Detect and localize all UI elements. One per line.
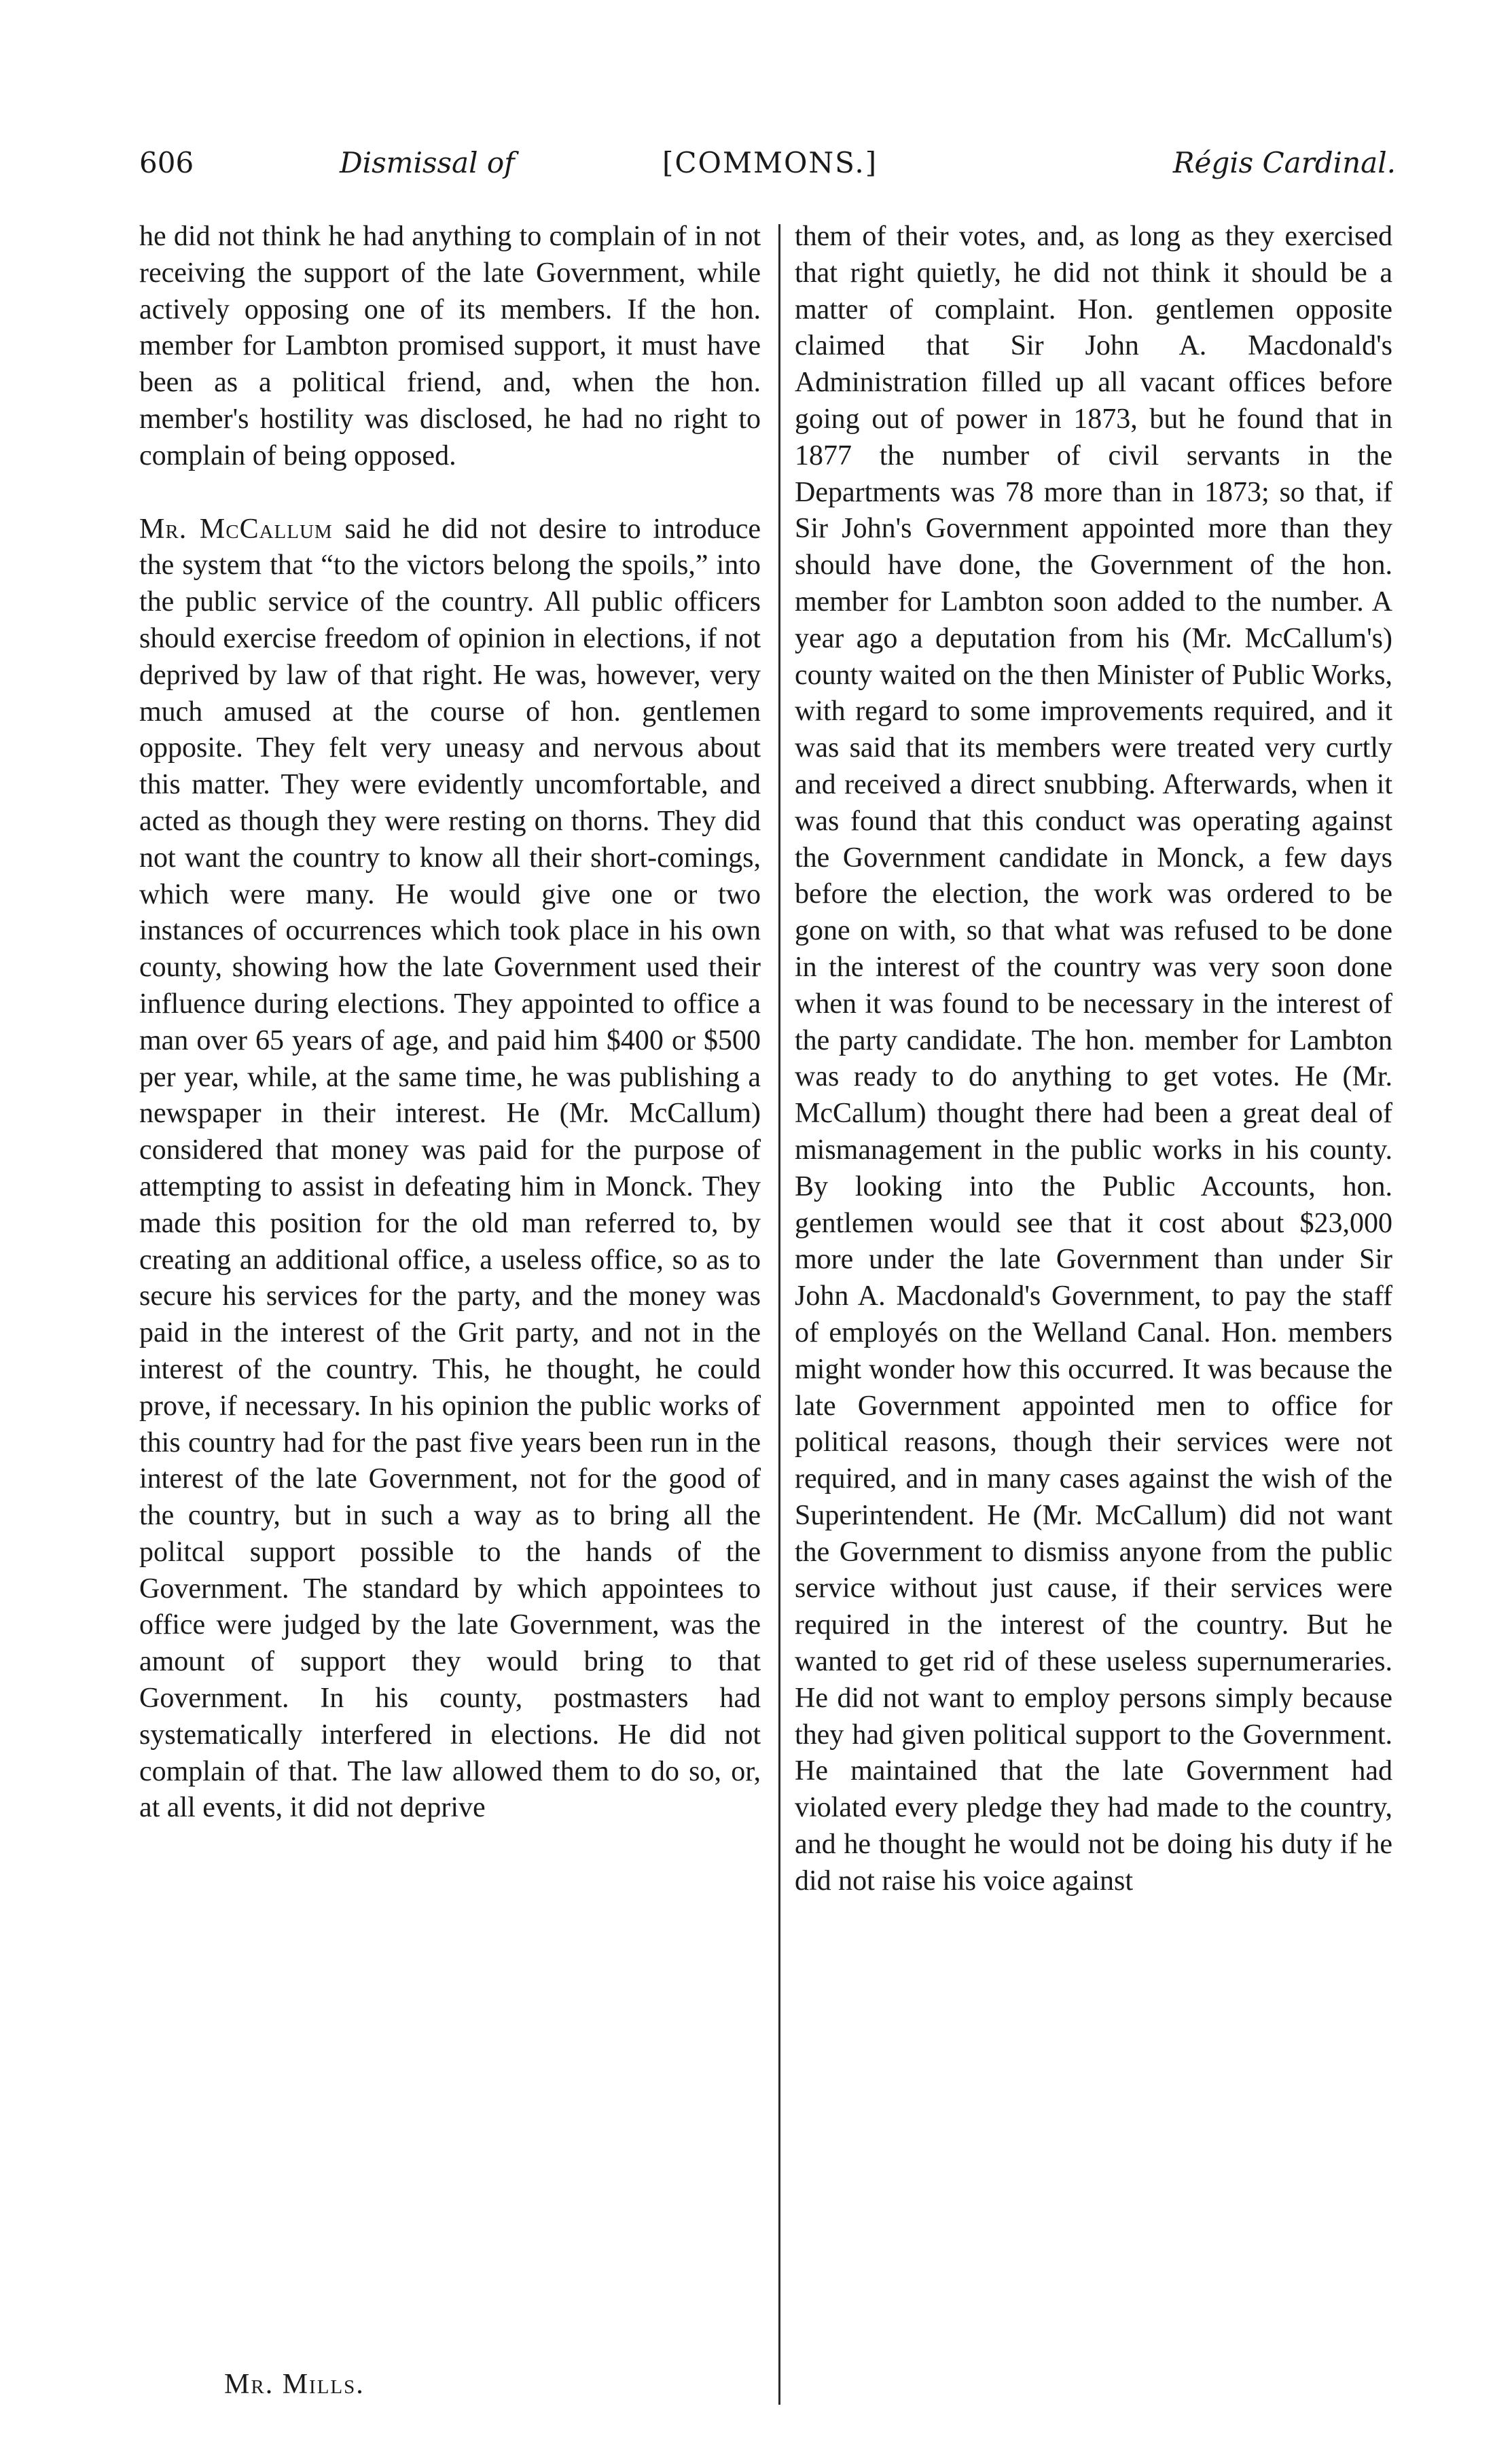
page-number: 606 [139, 146, 194, 179]
right-column [795, 219, 1392, 1900]
running-header [139, 139, 1396, 187]
paragraph-continuation: he did not think he had anything to complain of in not receiving the support of the late Government, while actively opposing one of its members. If the hon. member for Lambton promised support, it must have been as a political friend, and, when the hon. member's hostility was disclosed, he had no right to complain of being opposed. [139, 221, 761, 471]
header-center-title: [COMMONS.] [662, 146, 878, 179]
next-speaker-catchword: Mr. Mills. [224, 2369, 365, 2400]
header-left-title: Dismissal of [340, 146, 515, 179]
header-right-title: Régis Cardinal. [1172, 146, 1396, 179]
paragraph-gap [139, 475, 761, 512]
paragraph-mccallum [139, 512, 761, 1827]
left-column [139, 219, 761, 1827]
column-divider [778, 224, 780, 2405]
paragraph-continued: them of their votes, and, as long as they exercised that right quietly, he did not think it should be a matter of complaint. Hon. gentlemen opposite claimed that Sir John A. Macdonald's Administration filled up all vacant offices before going out of power in 1873, but he found that in 1877 the number of civil servants in the Departments was 78 more than in 1873; so that, if Sir John's Government appointed more than they should have done, the Government of the hon. member for Lambton soon added to the number. A year ago a deputation from his (Mr. McCallum's) county waited on the then Minister of Public Works, with regard to some improvements required, and it was said that its members were treated very curtly and received a direct snubbing. Afterwards, when it was found that this conduct was operating against the Government candidate in Monck, a few days before the election, the work was ordered to be gone on with, so that what was refused to be done in the interest of the country was very soon done when it was found to be necessary in the interest of the party candidate. The hon. member for Lambton was ready to do anything to get votes. He (Mr. McCallum) thought there had been a great deal of mismanagement in the public works in his county. By looking into the Public Accounts, hon. gentlemen would see that it cost about $23,000 more under the late Government than under Sir John A. Macdonald's Government, to pay the staff of employés on the Welland Canal. Hon. members might wonder how this occurred. It was because the late Government appointed men to office for political reasons, though their services were not required, and in many cases against the wish of the Superintendent. He (Mr. McCallum) did not want the Government to dismiss anyone from the public service without just cause, if their services were required in the interest of the country. But he wanted to get rid of these useless supernumeraries. He did not want to employ persons simply because they had given political support to the Government. He maintained that the late Government had violated every pledge they had made to the country, and he thought he would not be doing his duty if he did not raise his voice against [795, 221, 1392, 1897]
speech-text: said he did not desire to introduce the system that “to the victors belong the spoils,” into the public service of the country. All public officers should exercise freedom of opinion in elections, if not deprived by law of that right. He was, however, very much amused at the course of hon. gentlemen opposite. They felt very uneasy and nervous about this matter. They were evidently uncomfortable, and acted as though they were resting on thorns. They did not want the country to know all their short-comings, which were many. He would give one or two instances of occurrences which took place in his own county, showing how the late Government used their influence during elections. They appointed to office a man over 65 years of age, and paid him $400 or $500 per year, while, at the same time, he was publishing a newspaper in their interest. He (Mr. McCallum) considered that money was paid for the purpose of attempting to assist in defeating him in Monck. They made this position for the old man referred to, by creating an additional office, a useless office, so as to secure his services for the party, and the money was paid in the interest of the Grit party, and not in the interest of the country. This, he thought, he could prove, if necessary. In his opinion the public works of this country had for the past five years been run in the interest of the late Government, not for the good of the country, but in such a way as to bring all the politcal support possible to the hands of the Government. The standard by which appointees to office were judged by the late Government, was the amount of support they would bring to that Government. In his county, postmasters had systematically interfered in elections. He did not complain of that. The law allowed them to do so, or, at all events, it did not deprive [139, 513, 761, 1824]
speaker-name: Mr. McCallum [139, 513, 333, 545]
